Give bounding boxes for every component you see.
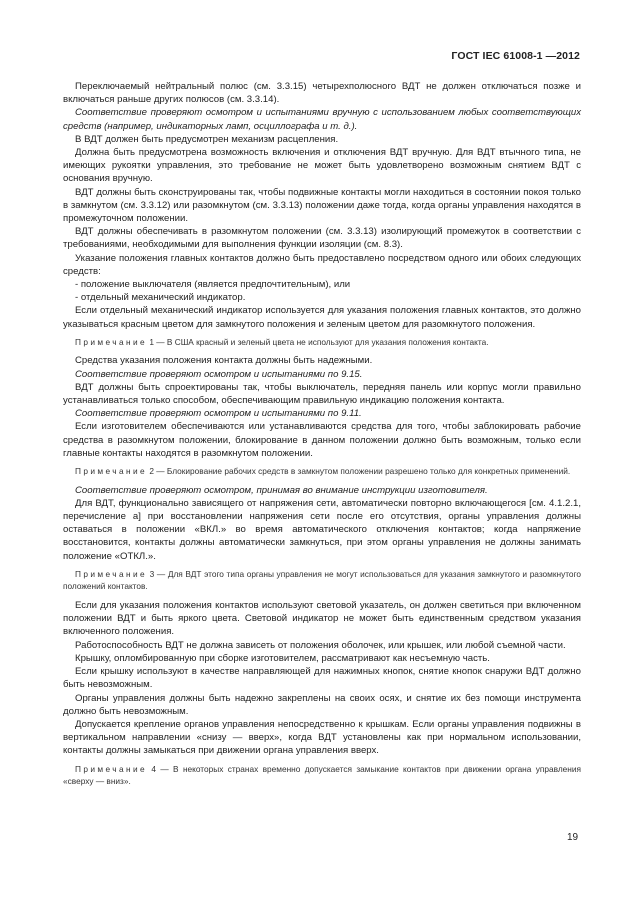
list-item: - отдельный механический индикатор. bbox=[75, 292, 246, 304]
document-header: ГОСТ IEC 61008-1 —2012 bbox=[451, 50, 580, 62]
paragraph: ВДТ должны обеспечивать в разомкнутом положении (см. 3.3.13) изолирующий промежуток в соответствии с требованиями, необходимыми для выполнения функции изоляции (см. 8.3). bbox=[63, 226, 581, 251]
paragraph: Средства указания положения контакта должны быть надежными. bbox=[75, 355, 373, 367]
paragraph: ВДТ должны быть сконструированы так, чтобы подвижные контакты могли находиться в состоянии покоя только в замкнутом (см. 3.3.12) или разомкнутом (см. 3.3.13) положении даже тогда, когда органы управления находятся в промежуточном положении. bbox=[63, 186, 581, 225]
paragraph: Для ВДТ, функционально зависящего от напряжения сети, автоматически повторно включающегося [см. 4.1.2.1, перечисление а] при восстановлении напряжения сети после его отсутствия, органы управления должны оставаться в положении «ВКЛ.» во время автоматического отключения контактов; когда напряжение восстановится, контакты должны автоматически замкнуться, при этом органы управления не должны занимать положение «ОТКЛ.». bbox=[63, 497, 581, 562]
note-text: 1 — В США красный и зеленый цвета не используют для указания положения контакта. bbox=[149, 336, 489, 347]
note-label: Примечание bbox=[75, 763, 148, 774]
paragraph: Работоспособность ВДТ не должна зависеть от положения оболочек, или крышек, или любой съемной части. bbox=[75, 639, 566, 651]
note-label: Примечание bbox=[75, 336, 148, 347]
paragraph: В ВДТ должен быть предусмотрен механизм расцепления. bbox=[75, 133, 339, 145]
note-label: Примечание bbox=[75, 466, 148, 477]
paragraph: Если крышку используют в качестве направляющей для нажимных кнопок, снятие кнопок снаружи ВДТ должно быть невозможным. bbox=[63, 666, 581, 691]
note bbox=[63, 336, 581, 349]
note bbox=[63, 763, 581, 788]
note bbox=[63, 568, 581, 593]
paragraph: Если отдельный механический индикатор используется для указания положения главных контактов, это должно указываться красным цветом для замкнутого положения и зеленым цветом для разомкнутого положения. bbox=[63, 305, 581, 330]
compliance-paragraph: Соответствие проверяют осмотром и испытаниями по 9.15. bbox=[75, 368, 363, 380]
compliance-paragraph: Соответствие проверяют осмотром и испытаниями вручную с использованием любых соответствующих средств (например, индикаторных ламп, осциллографа и т. д.). bbox=[63, 107, 581, 132]
paragraph: Крышку, опломбированную при сборке изготовителем, рассматривают как несъемную часть. bbox=[75, 652, 490, 664]
paragraph: Должна быть предусмотрена возможность включения и отключения ВДТ вручную. Для ВДТ втычного типа, не имеющих рукоятки управления, это требование не может быть удовлетворено возможным снятием ВДТ с основания вручную. bbox=[63, 147, 581, 185]
paragraph: Переключаемый нейтральный полюс (см. 3.3.15) четырехполюсного ВДТ не должен отключаться позже и включаться раньше других полюсов (см. 3.3.14). bbox=[63, 81, 581, 106]
paragraph: Если изготовителем обеспечиваются или устанавливаются средства для того, чтобы заблокировать рабочие средства в разомкнутом положении, блокирование в данном положении должно быть возможным, только если главные контакты находятся в разомкнутом положении. bbox=[63, 421, 581, 459]
compliance-paragraph: Соответствие проверяют осмотром, принимая во внимание инструкции изготовителя. bbox=[75, 484, 488, 496]
note bbox=[63, 465, 581, 478]
paragraph: Если для указания положения контактов используют световой указатель, он должен светиться при включенном положении ВДТ и быть яркого цвета. Световой индикатор не может быть единственным средством указания включенного положения. bbox=[63, 600, 581, 638]
note-text: 4 — В некоторых странах временно допускается замыкание контактов при движении органа управления «сверху — вниз». bbox=[63, 763, 581, 787]
paragraph: Органы управления должны быть надежно закреплены на своих осях, и снятие их без помощи инструмента должно быть невозможным. bbox=[63, 692, 581, 717]
list-item: - положение выключателя (является предпочтительным), или bbox=[75, 279, 351, 291]
note-label: Примечание bbox=[75, 568, 148, 579]
page-number: 19 bbox=[567, 832, 579, 843]
compliance-paragraph: Соответствие проверяют осмотром и испытаниями по 9.11. bbox=[75, 408, 362, 420]
note-text: 3 — Для ВДТ этого типа органы управления не могут использоваться для указания замкнутого и разомкнутого положений контактов. bbox=[63, 568, 581, 592]
paragraph: Указание положения главных контактов должно быть предоставлено посредством одного или обоих следующих средств: bbox=[63, 252, 581, 277]
document-body bbox=[63, 80, 581, 794]
paragraph: ВДТ должны быть спроектированы так, чтобы выключатель, передняя панель или корпус могли правильно устанавливаться только способом, обеспечивающим правильную индикацию положения контакта. bbox=[63, 381, 581, 407]
note-text: 2 — Блокирование рабочих средств в замкнутом положении разрешено только для конкретных применений. bbox=[149, 466, 571, 477]
paragraph: Допускается крепление органов управления непосредственно к крышкам. Если органы управления подвижны в вертикальном направлении «снизу — вверх», когда ВДТ установлены как при нормальном использовании, контакты должны замыкаться при движении органа управления вверх. bbox=[63, 718, 581, 757]
